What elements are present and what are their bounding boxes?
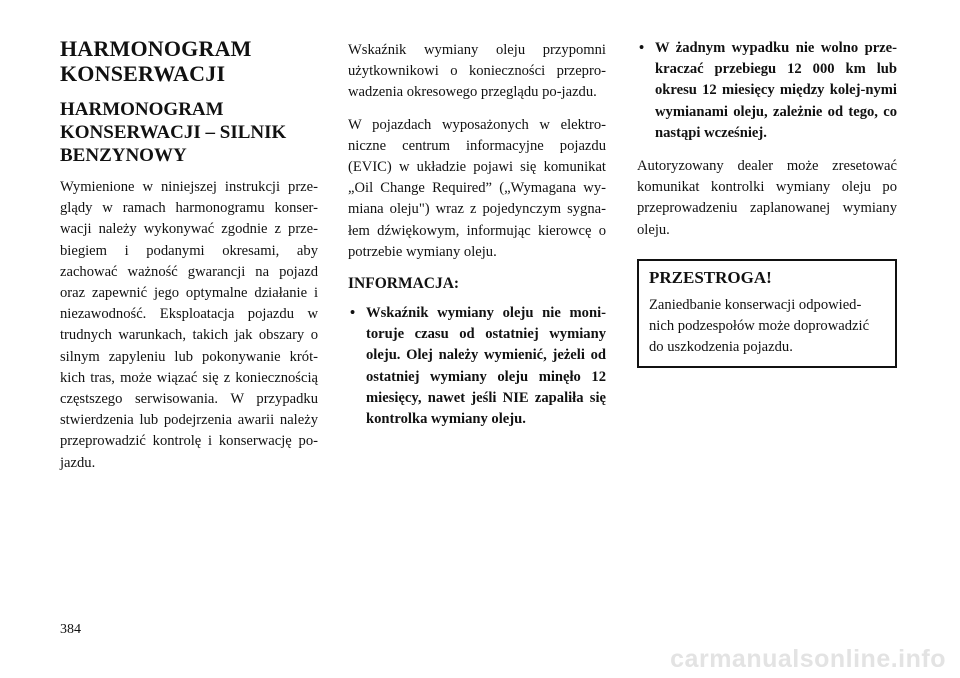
info-bullet-1 bbox=[348, 303, 606, 430]
info-heading: INFORMACJA: bbox=[348, 275, 460, 293]
middle-column bbox=[348, 40, 606, 442]
bullet-dot: • bbox=[639, 40, 645, 56]
page-title: HARMONOGRAM KONSERWACJI bbox=[60, 36, 252, 86]
caution-title: PRZESTROGA! bbox=[649, 267, 772, 287]
dealer-reset-paragraph: Autoryzowany dealer może zresetować komunikat kontrolki wymiany oleju po przeprowadzeniu zaplanowanej wymiany oleju. bbox=[637, 158, 897, 238]
info-bullet-2-text: W żadnym wypadku nie wolno prze-kraczać przebiegu 12 000 km lub okresu 12 miesięcy między kolej-nymi wymianami oleju, zależnie od tego, co nastąpi wcześniej. bbox=[655, 40, 897, 141]
caution-text: Zaniedbanie konserwacji odpowied-nich podzespołów może doprowadzić do uszkodzenia pojazdu. bbox=[649, 296, 870, 356]
page-number: 384 bbox=[60, 622, 81, 637]
evic-paragraph: W pojazdach wyposażonych w elektro-niczne centrum informacyjne pojazdu (EVIC) w układzie pojawi się komunikat „Oil Change Required” („Wymagana wy-miana oleju") wraz z pojedynczym sygna-łem dźwiękowym, informując kierowcę o potrzebie wymiany oleju. bbox=[348, 116, 606, 260]
watermark: carmanualsonline.info bbox=[670, 645, 946, 673]
oil-indicator-paragraph: Wskaźnik wymiany oleju przypomni użytkownikowi o konieczności przepro-wadzenia okresowego przeglądu po-jazdu. bbox=[348, 42, 606, 101]
info-bullet-2 bbox=[637, 38, 897, 144]
right-column bbox=[637, 38, 897, 368]
maintenance-intro-paragraph: Wymienione w niniejszej instrukcji prze-glądy w ramach harmonogramu konser-wacji należy wykonywać zgodnie z prze-biegiem i podanymi okresami, aby zachować ważność gwarancji na pojazd oraz zapewnić jego optymalne działanie i niezawodność. Eksploatacja pojazdu w trudnych warunkach, takich jak obszary o silnym zapyleniu lub pokonywanie krót-kich tras, może wiązać się z koniecznością częstszego serwisowania. W przypadku stwierdzenia lub podejrzenia awarii należy przeprowadzić kontrolę i konserwację po-jazdu. bbox=[60, 179, 318, 471]
caution-box bbox=[637, 259, 897, 369]
section-heading: HARMONOGRAM KONSERWACJI – SILNIK BENZYNOWY bbox=[60, 99, 287, 166]
info-bullet-1-text: Wskaźnik wymiany oleju nie moni-toruje czasu od ostatniej wymiany oleju. Olej należy wymienić, jeżeli od ostatniej wymiany oleju minęło 12 miesięcy, nawet jeśli NIE zapaliła się kontrolka wymiany oleju. bbox=[366, 305, 606, 428]
bullet-dot: • bbox=[350, 305, 356, 322]
left-column bbox=[60, 36, 318, 485]
